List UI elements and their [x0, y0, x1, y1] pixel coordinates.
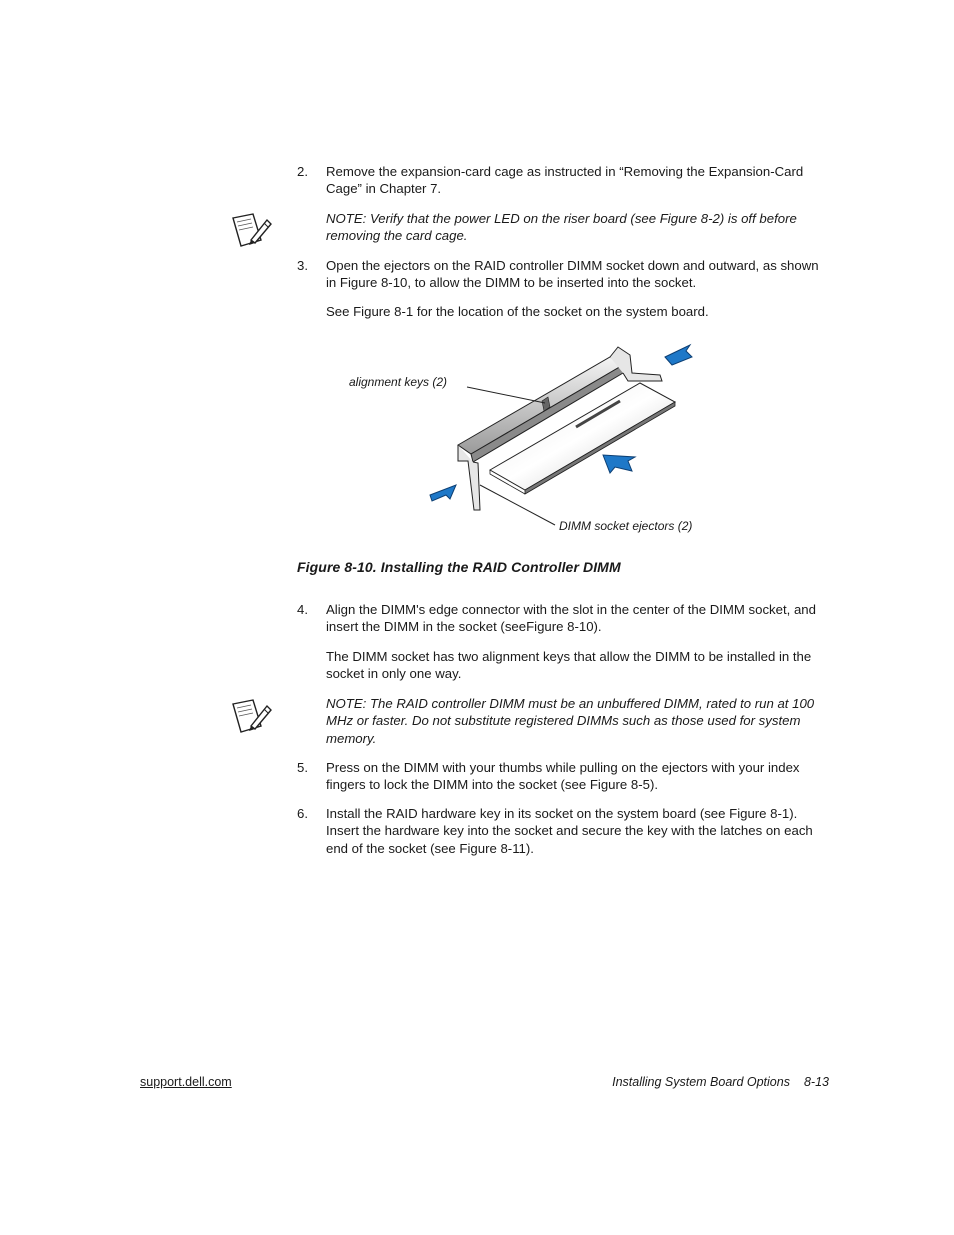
step-number: 3.	[297, 258, 308, 273]
callout-alignment-keys: alignment keys (2)	[349, 375, 448, 389]
paragraph: The DIMM socket has two alignment keys that allow the DIMM to be installed in the socket in only one way.	[326, 649, 812, 682]
dimm-installation-figure	[340, 335, 710, 545]
step-number: 5.	[297, 760, 308, 775]
figure-caption: Figure 8-10. Installing the RAID Controller DIMM	[297, 559, 621, 575]
step-number: 2.	[297, 164, 308, 179]
step-number: 6.	[297, 806, 308, 821]
step-text: Open the ejectors on the RAID controller DIMM socket down and outward, as shown in Figure 8-10, to allow the DIMM to be inserted into the socket.	[326, 258, 819, 291]
note-text: NOTE: Verify that the power LED on the riser board (see Figure 8-2) is off before removing the card cage.	[326, 211, 797, 244]
page-number: 8-13	[803, 1075, 829, 1089]
note-pencil-icon	[231, 698, 273, 734]
footer-section: Installing System Board Options	[612, 1075, 790, 1089]
step-text: Align the DIMM's edge connector with the slot in the center of the DIMM socket, and insert the DIMM in the socket (seeFigure 8-10).	[326, 602, 816, 635]
footer-support-link[interactable]: support.dell.com	[140, 1075, 232, 1089]
footer-chapter-title	[612, 1075, 829, 1089]
step-text: Remove the expansion-card cage as instructed in “Removing the Expansion-Card Cage” in Chapter 7.	[326, 164, 804, 197]
step-number: 4.	[297, 602, 308, 617]
note-pencil-icon	[231, 212, 273, 248]
step-text: Press on the DIMM with your thumbs while pulling on the ejectors with your index fingers to lock the DIMM into the socket (see Figure 8-5).	[326, 760, 800, 793]
note-text: NOTE: The RAID controller DIMM must be an unbuffered DIMM, rated to run at 100 MHz or faster. Do not substitute registered DIMMs such as those used for system memory.	[326, 696, 815, 746]
paragraph: See Figure 8-1 for the location of the socket on the system board.	[326, 304, 709, 319]
step-text: Install the RAID hardware key in its socket on the system board (see Figure 8-1). Insert the hardware key into the socket and secure the key with the latches on each end of the socket (see Figure 8-11).	[326, 806, 813, 856]
callout-dimm-socket-ejectors: DIMM socket ejectors (2)	[559, 519, 693, 533]
